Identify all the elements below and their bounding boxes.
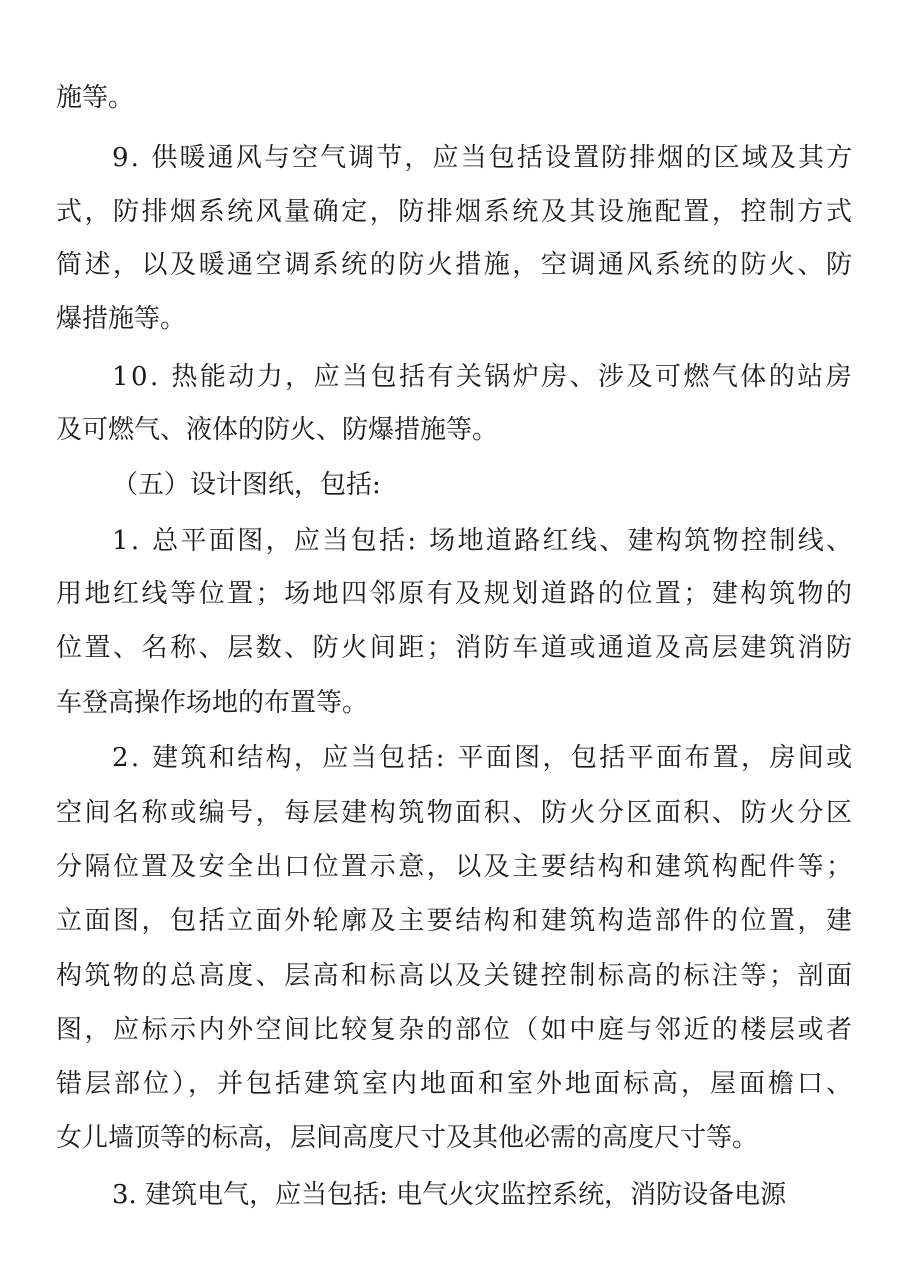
text-line: 位置、名称、层数、防火间距；消防车道或通道及高层建筑消防: [56, 633, 855, 663]
text-line: 图，应标示内外空间比较复杂的部位（如中庭与邻近的楼层或者: [56, 1015, 855, 1045]
text-line: 立面图，包括立面外轮廓及主要结构和建筑构造部件的位置，建: [56, 906, 855, 936]
text-line: 9. 供暖通风与空气调节，应当包括设置防排烟的区域及其方: [112, 143, 855, 173]
text-line: 简述，以及暖通空调系统的防火措施，空调通风系统的防火、防: [56, 250, 855, 280]
text-line: 施等。: [56, 83, 135, 113]
text-line: 10. 热能动力，应当包括有关锅炉房、涉及可燃气体的站房: [112, 362, 855, 392]
text-line: 用地红线等位置；场地四邻原有及规划道路的位置；建构筑物的: [56, 579, 855, 609]
text-line: 错层部位），并包括建筑室内地面和室外地面标高，屋面檐口、: [56, 1069, 856, 1099]
text-line: 分隔位置及安全出口位置示意，以及主要结构和建筑构配件等；: [56, 852, 855, 882]
text-line: 爆措施等。: [56, 304, 187, 334]
text-line: 及可燃气、液体的防火、防爆措施等。: [56, 415, 499, 445]
text-line: 车登高操作场地的布置等。: [56, 688, 369, 718]
text-line: 女儿墙顶等的标高，层间高度尺寸及其他必需的高度尺寸等。: [56, 1123, 759, 1153]
text-line: 1. 总平面图，应当包括: 场地道路红线、建构筑物控制线、: [112, 526, 855, 556]
text-line: 空间名称或编号，每层建构筑物面积、防火分区面积、防火分区: [56, 798, 855, 828]
text-line: 3. 建筑电气，应当包括: 电气火灾监控系统，消防设备电源: [112, 1180, 787, 1210]
text-line: 式，防排烟系统风量确定，防排烟系统及其设施配置，控制方式: [56, 197, 855, 227]
text-line: 构筑物的总高度、层高和标高以及关键控制标高的标注等；剖面: [56, 961, 855, 991]
text-line: 2. 建筑和结构，应当包括: 平面图，包括平面布置，房间或: [112, 743, 855, 773]
text-line: （五）设计图纸，包括:: [112, 470, 381, 500]
